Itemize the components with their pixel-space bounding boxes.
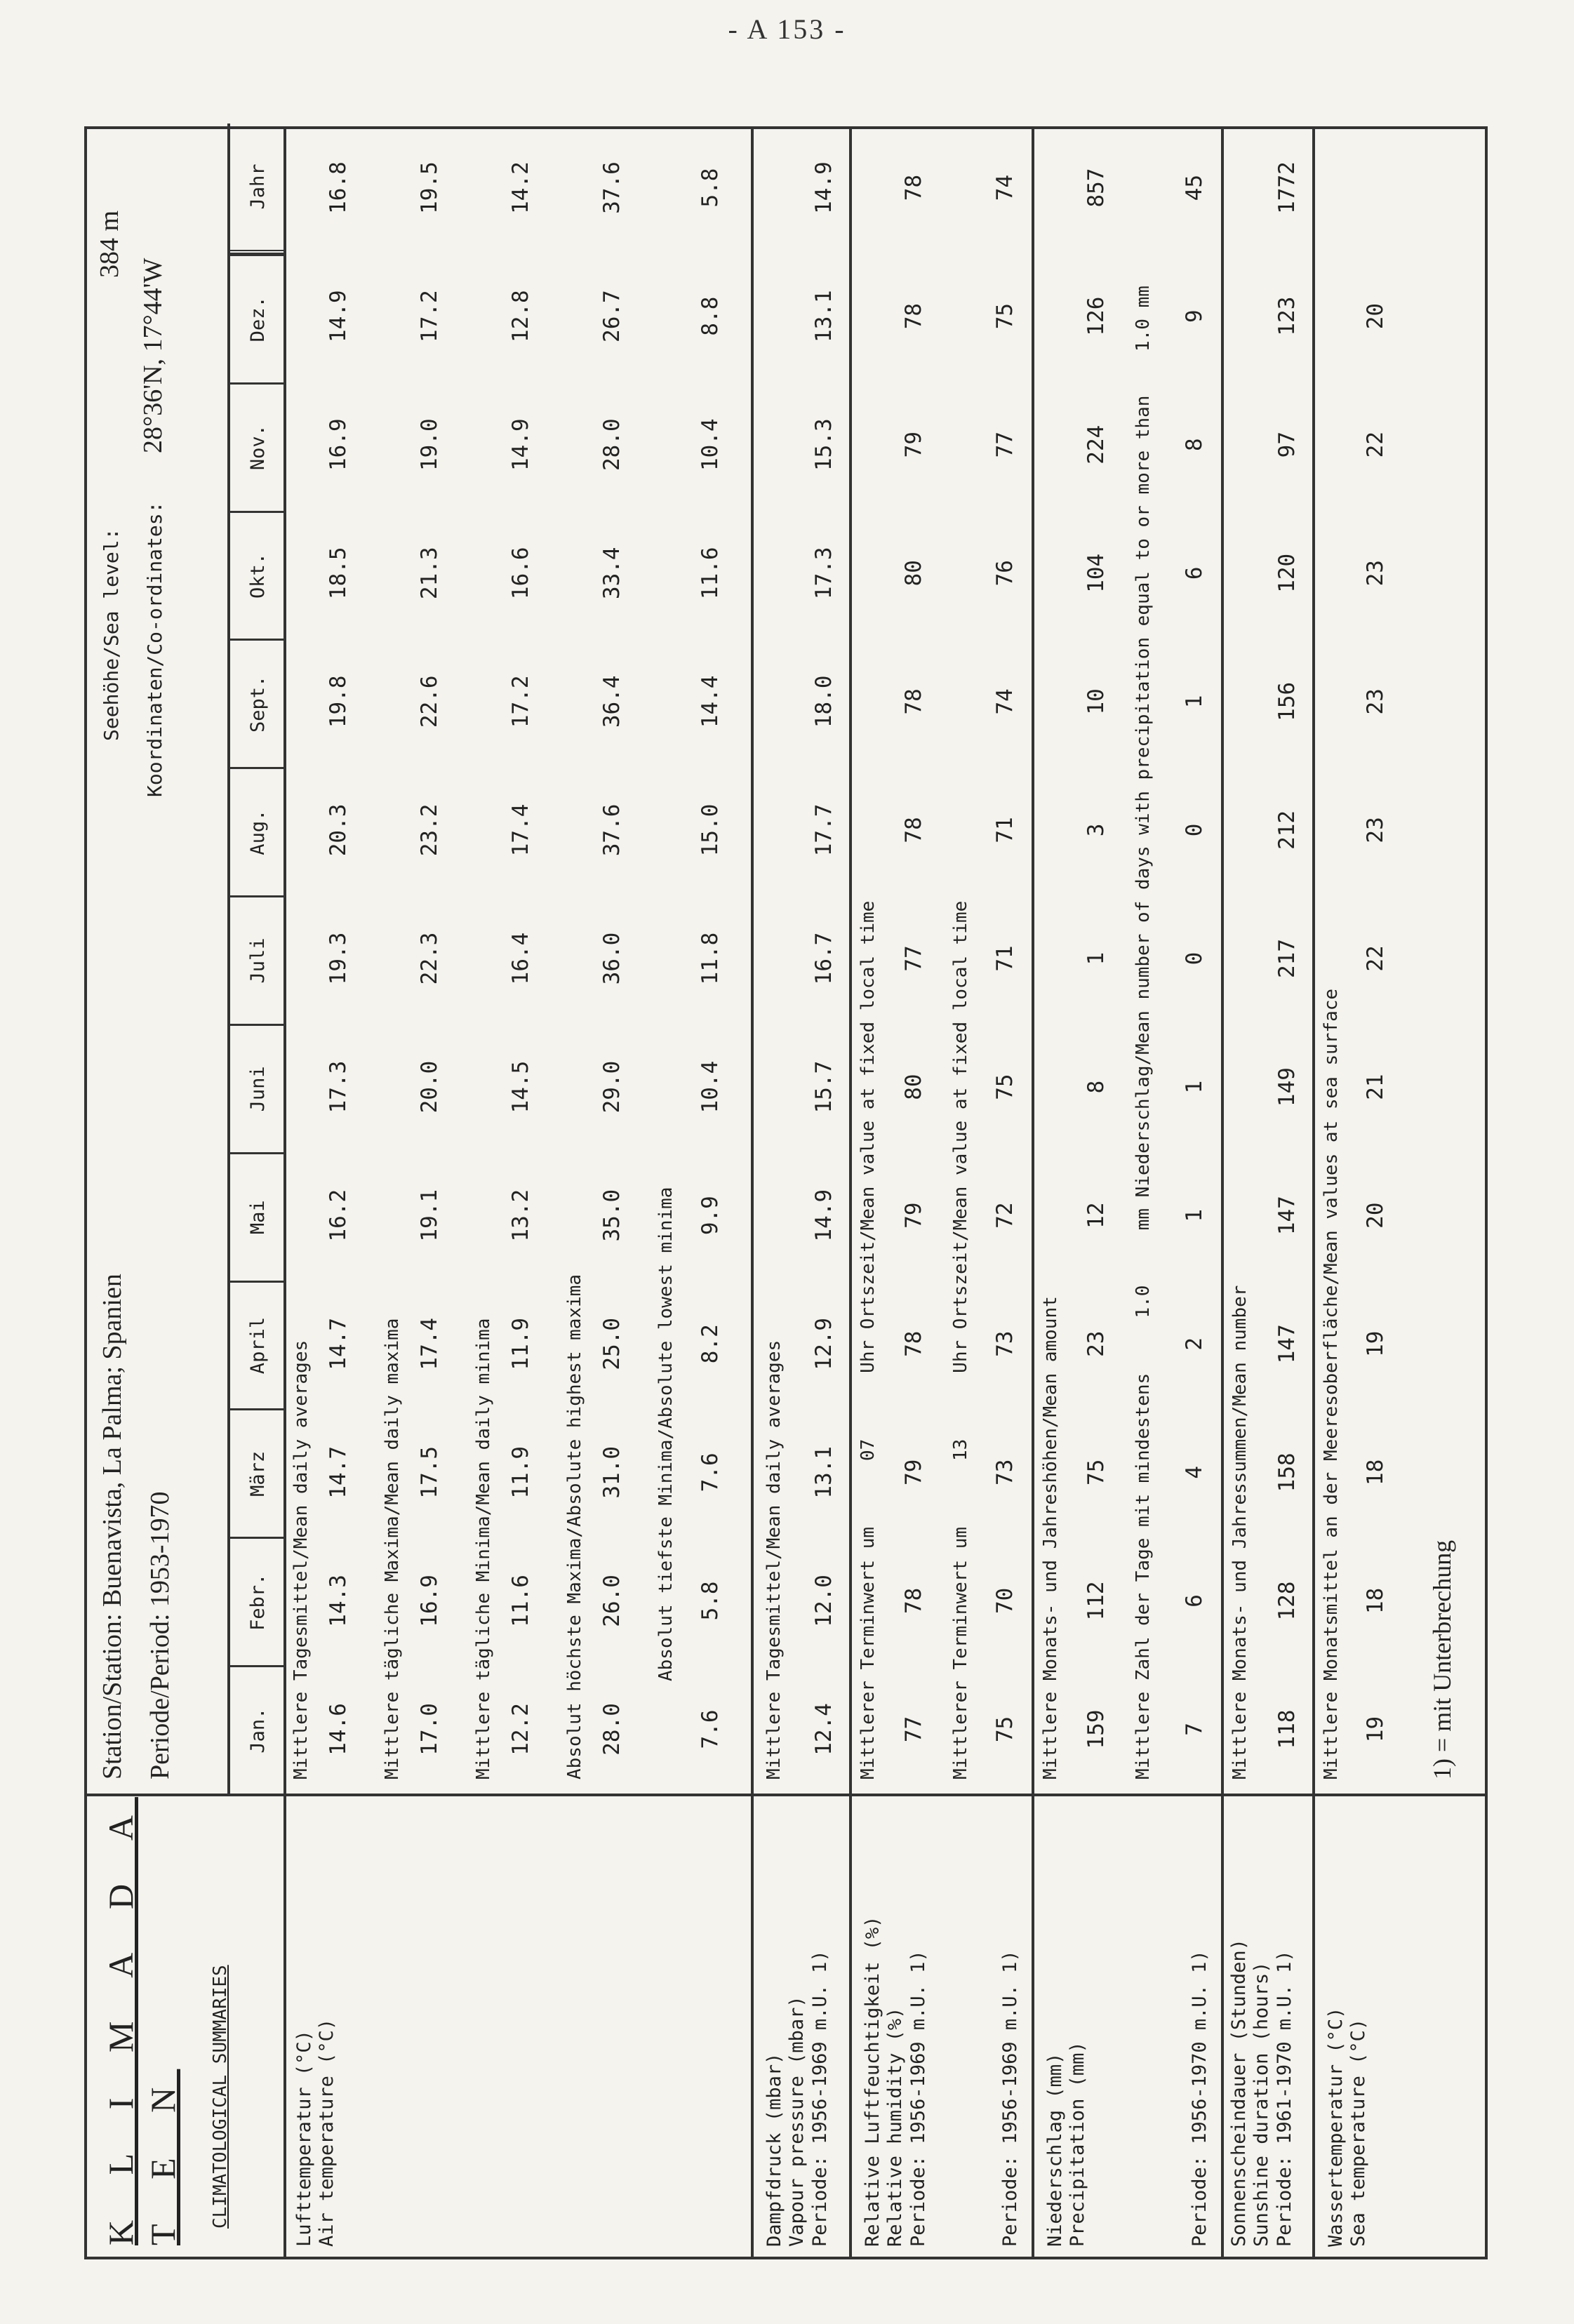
table-cell: 97 [1274,432,1300,458]
table-cell: 17.5 [417,1445,442,1499]
precipitation-label-de: Niederschlag (mm) [1044,2052,1066,2247]
air-sub-1: Mittlere Tagesmittel/Mean daily averages [291,1340,312,1779]
sea-level-value: 384 m [95,210,124,278]
table-cell: 78 [901,817,926,843]
table-cell: 21 [1363,1074,1388,1100]
table-cell: 17.4 [417,1317,442,1370]
table-row [1274,123,1300,1794]
sea-sub: Mittlere Monatsmittel an der Meeresoberfläche/Mean values at sea surface [1321,988,1342,1779]
table-cell: 14.5 [508,1060,533,1114]
table-cell: 25.0 [599,1317,625,1370]
table-cell: 79 [901,1459,926,1485]
table-cell: 8 [1182,438,1207,452]
table-cell: 78 [901,688,926,715]
precipitation-label-en: Precipitation (mm) [1067,2041,1089,2247]
table-cell: 35.0 [599,1189,625,1242]
month-jun: Juni [230,1024,286,1152]
table-row [698,123,723,1794]
table-cell: 74 [992,174,1018,201]
humidity-label-en: Relative humidity (%) [884,2007,907,2247]
table-cell: 1 [1182,1080,1207,1094]
table-cell: 5.8 [698,1581,723,1621]
precipitation-period: Periode: 1956-1970 m.U. 1) [1188,1950,1210,2247]
sea-level-label: Seehöhe/Sea level: [100,528,123,741]
month-sep: Sept. [230,639,286,767]
table-cell: 13.1 [811,290,836,342]
table-cell: 16.9 [326,418,351,472]
table-row [599,123,625,1794]
table-cell: 17.7 [811,803,836,857]
table-cell: 78 [901,174,926,201]
table-cell: 21.3 [417,547,442,600]
precip-sub-1: Mittlere Monats- und Jahreshöhen/Mean amount [1040,1296,1061,1779]
humidity-sub-2-text: Mittlerer Terminwert um [950,1526,971,1779]
table-cell: 75 [1083,1459,1109,1485]
table-cell: 17.2 [508,675,533,728]
table-cell: 14.3 [326,1575,351,1627]
table-cell: 10.4 [698,418,723,472]
table-cell: 23 [1083,1330,1109,1357]
precipitation-section [1034,129,1224,2257]
humidity-label-de: Relative Luftfeuchtigkeit (%) [862,1916,883,2247]
table-cell: 19.3 [326,932,351,985]
table-cell: 78 [901,1587,926,1615]
vapour-label-en: Vapour pressure (mbar) [786,1996,808,2247]
table-cell: 26.7 [599,290,625,342]
table-row [417,123,443,1794]
sunshine-label-en: Sunshine duration (hours) [1250,1961,1273,2247]
table-cell: 147 [1274,1324,1300,1364]
month-apr: April [230,1281,286,1409]
table-cell: 128 [1274,1581,1300,1621]
table-cell: 126 [1083,296,1109,336]
table-cell: 36.4 [599,675,625,728]
table-row [901,123,927,1794]
table-cell: 37.6 [599,161,625,214]
humidity-sub-2 [950,901,972,1779]
table-cell: 0 [1182,951,1207,966]
humidity-sub-1-hour: 07 [858,1438,879,1462]
table-cell: 11.9 [508,1317,533,1370]
table-row [1363,123,1389,1794]
table-cell: 7.6 [698,1709,723,1749]
table-cell: 16.7 [811,932,836,985]
month-header-row [227,123,286,1794]
table-cell: 8.8 [698,296,723,336]
vapour-sub: Mittlere Tagesmittel/Mean daily averages [763,1340,785,1779]
table-subtitle: CLIMATOLOGICAL SUMMARIES [210,1965,231,2229]
table-cell: 73 [992,1330,1018,1357]
table-cell: 11.9 [508,1445,533,1499]
precip-sub-2-unit: mm [1133,286,1154,308]
month-year: Jahr [230,123,286,254]
table-cell: 12.8 [508,290,533,342]
sea-label-en: Sea temperature (°C) [1347,2018,1370,2247]
sea-label-cell [1315,1794,1488,2257]
table-cell: 224 [1083,425,1109,465]
table-cell: 13.2 [508,1189,533,1242]
table-cell: 7 [1182,1723,1207,1736]
table-cell: 77 [901,1716,926,1743]
month-jan: Jan. [230,1665,286,1794]
humidity-period-2: Periode: 1956-1969 m.U. 1) [999,1950,1021,2247]
table-cell: 8 [1083,1080,1109,1094]
table-cell: 19.1 [417,1189,442,1242]
table-cell: 6 [1182,566,1207,580]
table-cell: 12 [1083,1202,1109,1229]
table-cell: 0 [1182,823,1207,837]
table-cell: 7.6 [698,1452,723,1492]
humidity-sub-1-rest: Uhr Ortszeit/Mean value at fixed local time [858,900,879,1373]
table-cell: 23 [1363,560,1388,587]
humidity-period-1: Periode: 1956-1969 m.U. 1) [907,1950,929,2247]
table-row [326,123,352,1794]
table-cell: 18.5 [326,547,351,600]
table-cell: 217 [1274,939,1300,978]
table-row [508,123,534,1794]
month-mar: März [230,1408,286,1537]
table-cell: 159 [1083,1709,1109,1749]
sunshine-label-cell [1224,1794,1312,2257]
table-row [992,123,1018,1794]
table-cell: 15.3 [811,418,836,472]
table-cell: 74 [992,688,1018,715]
sunshine-label-de: Sonnenscheindauer (Stunden) [1228,1939,1250,2247]
table-title: K L I M A D A T E N [101,1797,182,2245]
table-cell: 23.2 [417,803,442,857]
table-cell: 158 [1274,1452,1300,1492]
table-cell: 12.9 [811,1317,836,1370]
table-cell: 23 [1363,688,1388,715]
table-cell: 15.7 [811,1060,836,1114]
table-cell: 11.8 [698,932,723,985]
precipitation-label-cell [1034,1794,1221,2257]
table-cell: 71 [992,817,1018,843]
air-temperature-label-de: Lufttemperatur (°C) [293,2030,315,2247]
air-temperature-label-en: Air temperature (°C) [316,2018,338,2247]
table-row [811,123,837,1794]
table-cell: 78 [901,1330,926,1357]
table-cell: 79 [901,432,926,458]
table-cell: 147 [1274,1196,1300,1236]
page-number: - A 153 - [728,13,846,45]
title-cell [87,1794,284,2257]
table-cell: 19.5 [417,161,442,214]
period-label: Periode/Period: 1953-1970 [145,1491,175,1779]
sea-temperature-section [1315,129,1488,2257]
table-cell: 10.4 [698,1060,723,1114]
table-cell: 3 [1083,823,1109,837]
month-may: Mai [230,1152,286,1281]
table-cell: 22.3 [417,932,442,985]
table-cell: 17.3 [811,547,836,600]
table-cell: 77 [901,945,926,972]
air-temperature-section [284,129,754,2257]
table-row [1182,123,1208,1794]
table-cell: 1 [1083,951,1109,966]
table-cell: 1772 [1274,161,1300,214]
month-jul: Juli [230,895,286,1024]
table-cell: 18 [1363,1459,1388,1485]
table-cell: 15.0 [698,803,723,857]
air-temperature-label-cell [284,1794,751,2257]
table-cell: 12.2 [508,1703,533,1756]
table-cell: 857 [1083,168,1109,208]
table-cell: 14.9 [811,161,836,214]
table-row [1083,123,1109,1794]
air-sub-2: Mittlere tägliche Maxima/Mean daily maxima [382,1318,403,1779]
table-cell: 13.1 [811,1445,836,1499]
table-cell: 70 [992,1587,1018,1615]
table-cell: 12.0 [811,1575,836,1627]
table-cell: 9 [1182,309,1207,323]
table-cell: 118 [1274,1709,1300,1749]
air-sub-3: Mittlere tägliche Minima/Mean daily minima [473,1318,494,1779]
table-cell: 16.4 [508,932,533,985]
table-cell: 76 [992,560,1018,587]
sunshine-period: Periode: 1961-1970 m.U. 1) [1273,1950,1295,2247]
table-cell: 8.2 [698,1324,723,1364]
precip-sub-2 [1133,286,1154,1779]
table-cell: 75 [992,302,1018,330]
coordinates-label: Koordinaten/Co-ordinates: [143,501,166,797]
humidity-sub-1 [858,901,879,1779]
table-cell: 75 [992,1074,1018,1100]
table-cell: 14.6 [326,1703,351,1756]
table-cell: 149 [1274,1067,1300,1107]
table-cell: 14.4 [698,675,723,728]
table-cell: 14.2 [508,161,533,214]
table-cell: 45 [1182,174,1207,201]
table-cell: 156 [1274,681,1300,721]
table-cell: 12.4 [811,1703,836,1756]
table-cell: 19 [1363,1716,1388,1743]
table-cell: 22 [1363,432,1388,458]
vapour-pressure-section [754,129,852,2257]
air-sub-5: Absolut tiefste Minima/Absolute lowest minima [655,1187,676,1681]
air-sub-4: Absolut höchste Maxima/Absolute highest maxima [564,1274,585,1779]
table-cell: 31.0 [599,1445,625,1499]
precip-sub-2-rest: mm Niederschlag/Mean number of days with precipitation equal to or more than [1133,395,1154,1231]
table-header [87,129,286,2257]
table-cell: 14.7 [326,1445,351,1499]
table-cell: 28.0 [599,418,625,472]
table-cell: 71 [992,945,1018,972]
table-cell: 37.6 [599,803,625,857]
table-cell: 33.4 [599,547,625,600]
table-cell: 14.9 [508,418,533,472]
table-cell: 123 [1274,296,1300,336]
table-cell: 20 [1363,302,1388,330]
table-cell: 19.8 [326,675,351,728]
table-cell: 23 [1363,817,1388,843]
table-cell: 19.0 [417,418,442,472]
coordinates-value: 28°36'N, 17°44'W [138,258,168,453]
precip-sub-2-threshold-2: 1.0 [1133,319,1154,352]
station-label: Station/Station: Buenavista, La Palma; Spanien [98,1274,127,1779]
table-cell: 1 [1182,1208,1207,1222]
table-cell: 18.0 [811,675,836,728]
table-cell: 14.9 [811,1189,836,1242]
table-cell: 19 [1363,1330,1388,1357]
vapour-label-de: Dampfdruck (mbar) [763,2052,785,2247]
table-cell: 16.6 [508,547,533,600]
table-cell: 112 [1083,1581,1109,1621]
table-cell: 1 [1182,695,1207,709]
table-cell: 22 [1363,945,1388,972]
table-cell: 20.3 [326,803,351,857]
month-dec: Dez. [230,254,286,382]
table-cell: 16.9 [417,1575,442,1627]
table-cell: 6 [1182,1594,1207,1608]
precip-sub-2-text: Mittlere Zahl der Tage mit mindestens [1133,1373,1154,1779]
table-cell: 16.8 [326,161,351,214]
vapour-label-cell [754,1794,849,2257]
sunshine-section [1224,129,1315,2257]
climate-table [84,126,1488,2259]
table-cell: 4 [1182,1465,1207,1479]
table-cell: 29.0 [599,1060,625,1114]
table-cell: 16.2 [326,1189,351,1242]
humidity-sub-2-rest: Uhr Ortszeit/Mean value at fixed local time [950,900,971,1373]
table-cell: 17.4 [508,803,533,857]
humidity-sub-1-text: Mittlerer Terminwert um [858,1526,879,1779]
table-cell: 120 [1274,553,1300,593]
month-oct: Okt. [230,511,286,639]
table-cell: 75 [992,1716,1018,1743]
table-cell: 20.0 [417,1060,442,1114]
table-cell: 11.6 [508,1575,533,1627]
table-cell: 2 [1182,1337,1207,1351]
table-cell: 26.0 [599,1575,625,1627]
table-cell: 17.2 [417,290,442,342]
table-cell: 14.9 [326,290,351,342]
table-cell: 80 [901,1074,926,1100]
table-cell: 9.9 [698,1196,723,1236]
footnote: 1) = mit Unterbrechung [1428,1540,1456,1779]
table-cell: 10 [1083,688,1109,715]
table-cell: 79 [901,1202,926,1229]
table-cell: 17.0 [417,1703,442,1756]
sea-label-de: Wassertemperatur (°C) [1325,2007,1347,2247]
table-cell: 72 [992,1202,1018,1229]
table-cell: 5.8 [698,168,723,208]
humidity-sub-2-hour: 13 [950,1438,971,1462]
table-cell: 20 [1363,1202,1388,1229]
humidity-label-cell [852,1794,1032,2257]
table-cell: 78 [901,302,926,330]
table-cell: 17.3 [326,1060,351,1114]
table-cell: 73 [992,1459,1018,1485]
table-cell: 22.6 [417,675,442,728]
month-aug: Aug. [230,767,286,895]
table-cell: 104 [1083,553,1109,593]
table-cell: 28.0 [599,1703,625,1756]
precip-sub-2-threshold: 1.0 [1133,1285,1154,1318]
month-feb: Febr. [230,1537,286,1665]
vapour-period: Periode: 1956-1969 m.U. 1) [808,1950,831,2247]
table-cell: 11.6 [698,547,723,600]
month-nov: Nov. [230,382,286,511]
table-cell: 14.7 [326,1317,351,1370]
table-cell: 212 [1274,810,1300,850]
table-cell: 18 [1363,1587,1388,1615]
table-cell: 80 [901,560,926,587]
table-cell [1363,123,1389,252]
table-cell: 36.0 [599,932,625,985]
table-cell: 77 [992,432,1018,458]
sunshine-sub: Mittlere Monats- und Jahressummen/Mean number [1229,1285,1250,1779]
humidity-section [852,129,1034,2257]
